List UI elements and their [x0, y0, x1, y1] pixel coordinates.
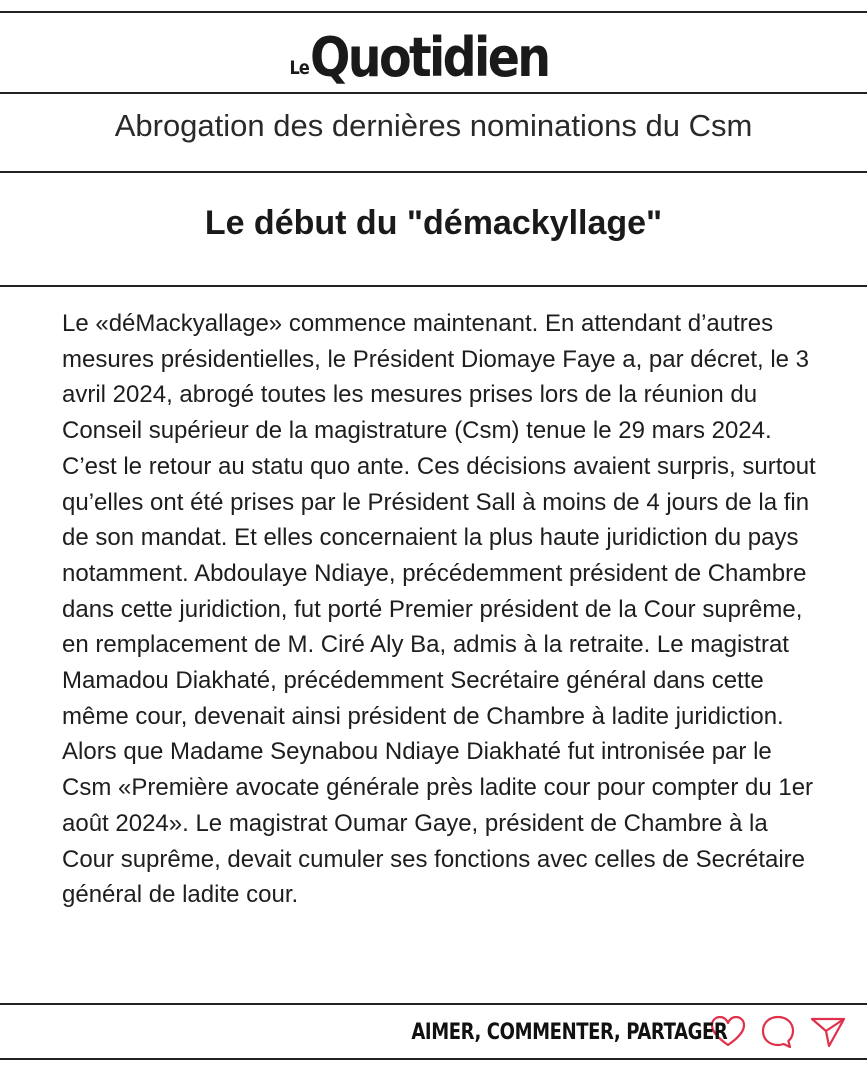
footer-rule-top — [0, 1003, 867, 1005]
article-kicker: Abrogation des dernières nominations du Csm — [114, 108, 753, 143]
article-headline: Le début du "démackyllage" — [204, 204, 663, 242]
masthead-logo — [0, 22, 867, 88]
comment-icon[interactable] — [759, 1013, 797, 1051]
masthead-rule — [0, 92, 867, 94]
social-actions — [342, 1012, 847, 1052]
logo-name: Quotidien — [309, 26, 549, 89]
logo-prefix: Le — [289, 57, 309, 79]
social-cta-label: AIMER, COMMENTER, PARTAGER — [410, 1019, 727, 1045]
share-icon[interactable] — [809, 1013, 847, 1051]
kicker-rule — [0, 171, 867, 173]
headline-rule — [0, 285, 867, 287]
top-rule — [0, 11, 867, 13]
article-body: Le «déMackyallage» commence maintenant. En attendant d’autres mesures présidentielles, le Président Diomaye Faye a, par décret, le 3 avril 2024, abrogé toutes les mesures prises lors de la réunion du Conseil supérieur de la magistrature (Csm) tenue le 29 mars 2024. C’est le retour au statu quo ante. Ces décisions avaient surpris, surtout qu’elles ont été prises par le Président Sall à moins de 4 jours de la fin de son mandat. Et elles concernaient la plus haute juridiction du pays notamment. Abdoulaye Ndiaye, précédemment président de Chambre dans cette juridiction, fut porté Premier président de la Cour suprême, en remplacement de M. Ciré Aly Ba, admis à la retraite. Le magistrat Mamadou Diakhaté, précédemment Secrétaire général dans cette même cour, devenait ainsi président de Chambre à ladite juridiction. Alors que Madame Seynabou Ndiaye Diakhaté fut intronisée par le Csm «Première avocate générale près ladite cour pour compter du 1er août 2024». Le magistrat Oumar Gaye, président de Chambre à la Cour suprême, devait cumuler ses fonctions avec celles de Secrétaire général de ladite cour. — [62, 310, 816, 909]
footer-rule-bottom — [0, 1058, 867, 1060]
